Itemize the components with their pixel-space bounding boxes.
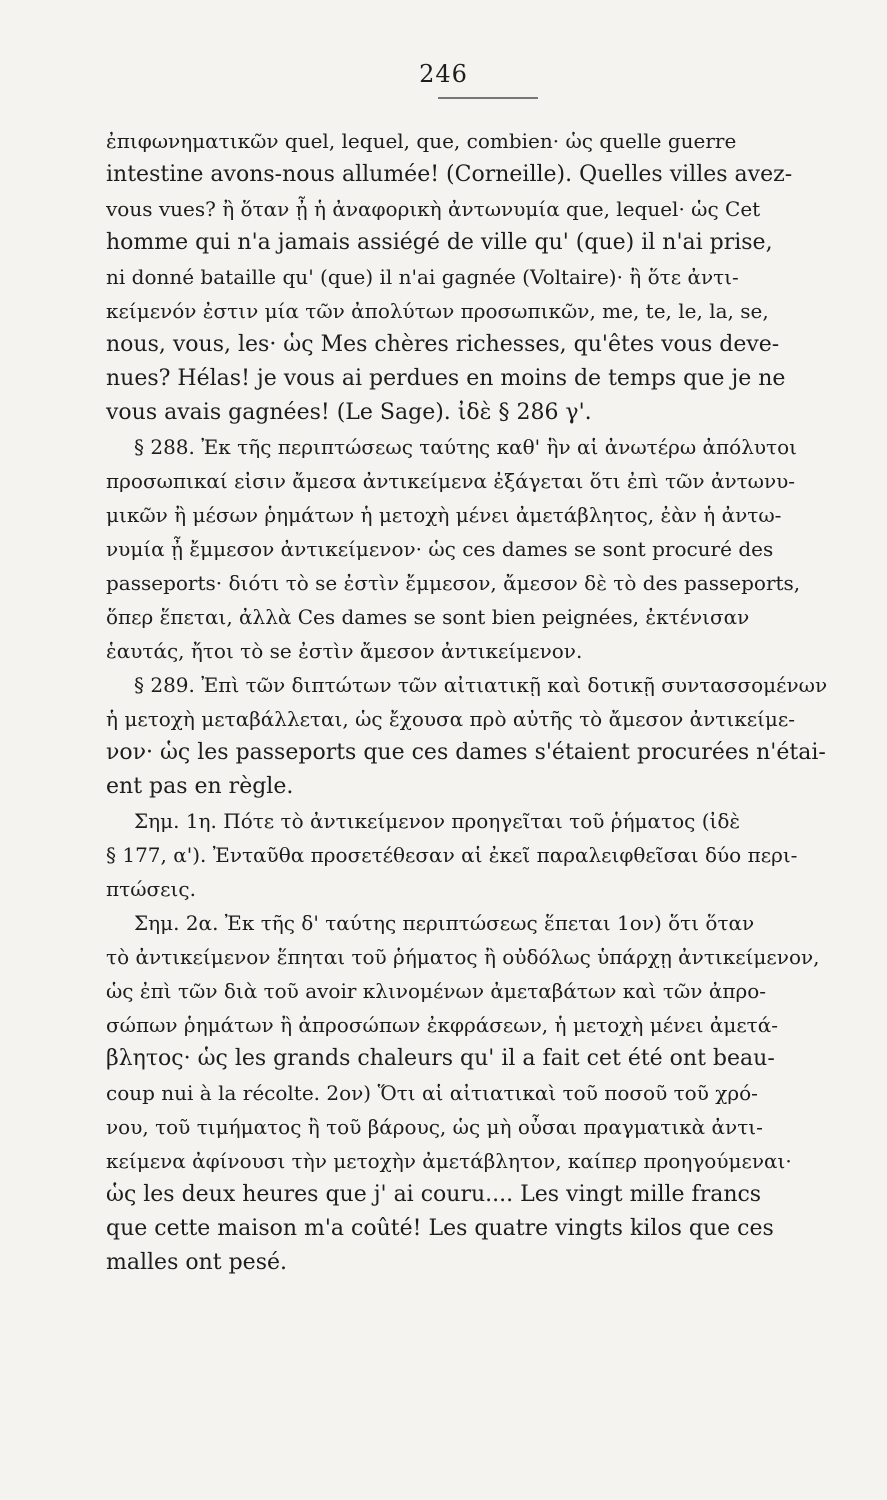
note-2-line: Σημ. 2α. Ἐκ τῆς δ' ταύτης περιπτώσεως ἕπεται 1ον) ὅτι ὅταν: [134, 911, 755, 935]
text-line: σώπων ῥημάτων ἢ ἀπροσώπων ἐκφράσεων, ἡ μετοχὴ μένει ἀμετά-: [106, 1013, 779, 1037]
text-line: νου, τοῦ τιμήματος ἢ τοῦ βάρους, ὡς μὴ οὖσαι πραγματικὰ ἀντι-: [106, 1115, 763, 1139]
header-rule: [438, 97, 538, 99]
text-line: nues? Hélas! je vous ai perdues en moins de temps que je ne: [106, 366, 786, 391]
text-line: κείμενα ἀφίνουσι τὴν μετοχὴν ἀμετάβλητον, καίπερ προηγούμεναι·: [106, 1149, 792, 1173]
text-line: coup nui à la récolte. 2ον) Ὅτι αἱ αἰτιατικαὶ τοῦ ποσοῦ τοῦ χρό-: [106, 1081, 758, 1105]
text-line: homme qui n'a jamais assiégé de ville qu' (que) il n'ai prise,: [106, 230, 773, 255]
text-line: passeports· διότι τὸ se ἐστὶν ἔμμεσον, ἄμεσον δὲ τὸ des passeports,: [106, 571, 801, 595]
text-line: νον· ὡς les passeports que ces dames s'étaient procurées n'étai-: [106, 740, 826, 765]
text-line: ἐπιφωνηματικῶν quel, lequel, que, combien· ὡς quelle guerre: [106, 129, 737, 153]
text-line: ἑαυτάς, ἤτοι τὸ se ἐστὶν ἄμεσον ἀντικείμενον.: [106, 639, 583, 663]
text-line: τὸ ἀντικείμενον ἕπηται τοῦ ῥήματος ἢ οὐδόλως ὑπάρχῃ ἀντικείμενον,: [106, 945, 820, 969]
text-line: vous avais gagnées! (Le Sage). ἰδὲ § 286 γ'.: [106, 400, 592, 425]
text-line: ent pas en règle.: [106, 774, 294, 799]
text-line: § 177, α'). Ἐνταῦθα προσετέθεσαν αἱ ἐκεῖ παραλειφθεῖσαι δύο περι-: [106, 843, 798, 867]
text-line: vous vues? ἢ ὅταν ᾖ ἡ ἀναφορικὴ ἀντωνυμία que, lequel· ὡς Cet: [106, 197, 761, 221]
paragraph-289-line: § 289. Ἐπὶ τῶν διπτώτων τῶν αἰτιατικῇ καὶ δοτικῇ συντασσομένων: [134, 673, 828, 697]
text-line: προσωπικαί εἰσιν ἄμεσα ἀντικείμενα ἐξάγεται ὅτι ἐπὶ τῶν ἀντωνυ-: [106, 469, 796, 493]
text-line: βλητος· ὡς les grands chaleurs qu' il a fait cet été ont beau-: [106, 1046, 775, 1071]
paragraph-288-line: § 288. Ἐκ τῆς περιπτώσεως ταύτης καθ' ἣν αἱ ἀνωτέρω ἀπόλυτοι: [134, 435, 798, 459]
text-line: malles ont pesé.: [106, 1250, 288, 1275]
text-line: nous, vous, les· ὡς Mes chères richesses, qu'êtes vous deve-: [106, 332, 780, 357]
text-line: intestine avons-nous allumée! (Corneille). Quelles villes avez-: [106, 162, 793, 187]
text-line: ὡς les deux heures que j' ai couru.... Les vingt mille francs: [106, 1182, 762, 1207]
text-line: νυμία ᾖ ἔμμεσον ἀντικείμενον· ὡς ces dames se sont procuré des: [106, 537, 774, 561]
body-text: [106, 124, 884, 1280]
text-line: κείμενόν ἐστιν μία τῶν ἀπολύτων προσωπικῶν, me, te, le, la, se,: [106, 299, 769, 323]
text-line: ni donné bataille qu' (que) il n'ai gagnée (Voltaire)· ἢ ὅτε ἀντι-: [106, 265, 739, 289]
text-line: ἡ μετοχὴ μεταβάλλεται, ὡς ἔχουσα πρὸ αὐτῆς τὸ ἄμεσον ἀντικείμε-: [106, 707, 796, 731]
text-line: μικῶν ἢ μέσων ῥημάτων ἡ μετοχὴ μένει ἀμετάβλητος, ἐὰν ἡ ἀντω-: [106, 503, 782, 527]
text-line: πτώσεις.: [106, 877, 196, 901]
page-number: 246: [419, 60, 468, 88]
text-line: ὡς ἐπὶ τῶν διὰ τοῦ avoir κλινομένων ἀμεταβάτων καὶ τῶν ἀπρο-: [106, 979, 767, 1003]
note-1-line: Σημ. 1η. Πότε τὸ ἀντικείμενον προηγεῖται τοῦ ῥήματος (ἰδὲ: [134, 809, 741, 833]
text-line: ὅπερ ἕπεται, ἀλλὰ Ces dames se sont bien peignées, ἐκτένισαν: [106, 605, 750, 629]
text-line: que cette maison m'a coûté! Les quatre vingts kilos que ces: [106, 1216, 774, 1241]
